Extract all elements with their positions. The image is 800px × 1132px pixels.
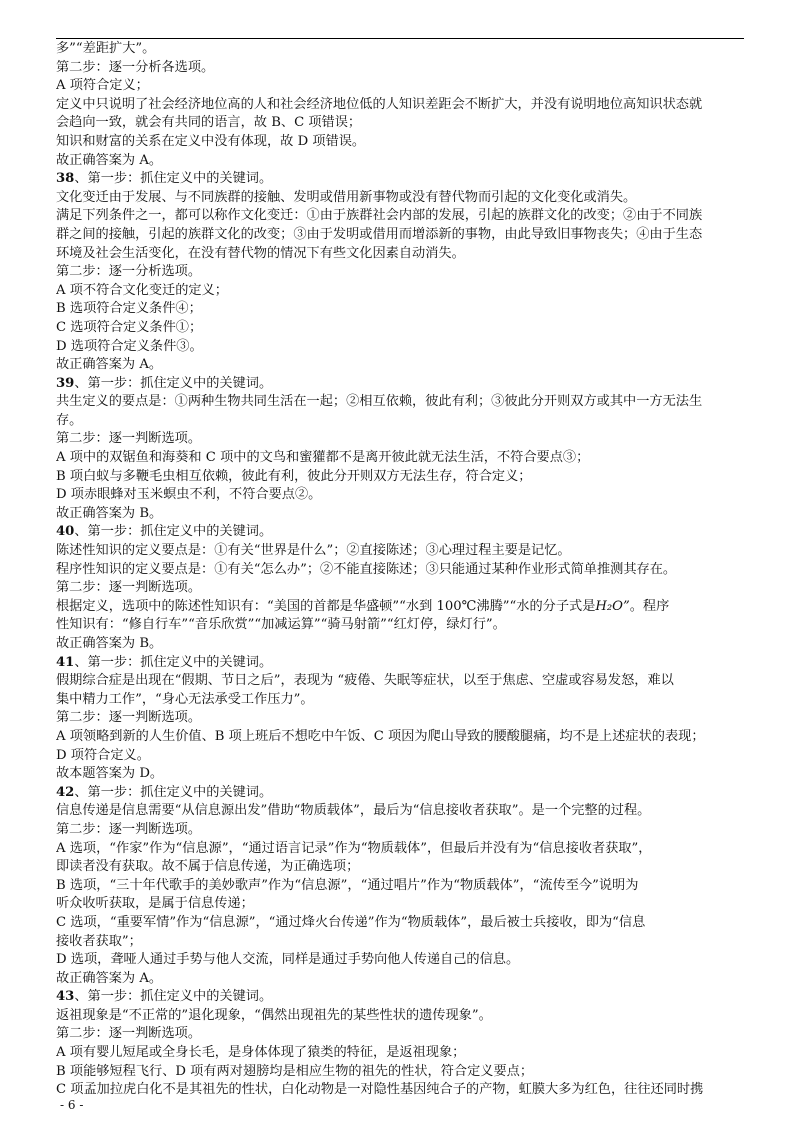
text-segment: 。程序	[629, 598, 670, 614]
text-line: 第二步：逐一判断选项。	[56, 431, 202, 447]
question-number: 43	[56, 989, 75, 1005]
text-line: A 选项，“作家”作为“信息源”，“通过语言记录”作为“物质载体”，但最后并没有为“信息接收者获取”，	[56, 840, 652, 856]
question-number: 40	[56, 524, 75, 540]
text-line: 第二步：逐一判断选项。	[56, 710, 202, 726]
text-line: 故正确答案为 B。	[56, 505, 163, 521]
text-line: 即读者没有获取。故不属于信息传递，为正确选项；	[56, 859, 360, 875]
question-heading-text: 、第一步：抓住定义中的关键词。	[74, 171, 273, 187]
text-line	[56, 598, 746, 617]
text-line: 知识和财富的关系在定义中没有体现，故 D 项错误。	[56, 133, 366, 149]
text-line: 接收者获取”；	[56, 933, 142, 949]
document-body	[56, 40, 746, 1100]
text-line: A 项不符合文化变迁的定义；	[56, 282, 228, 298]
text-line: 满足下列条件之一，都可以称作文化变迁：①由于族群社会内部的发展，引起的族群文化的改变；②由于不同族	[56, 208, 703, 224]
question-heading-text: 、第一步：抓住定义中的关键词。	[74, 375, 273, 391]
text-line: 陈述性知识的定义要点是：①有关“世界是什么”；②直接陈述；③心理过程主要是记忆。	[56, 543, 571, 559]
text-line: 第二步：逐一判断选项。	[56, 821, 202, 837]
question-heading	[56, 523, 746, 542]
text-line: 环境及社会生活变化，在没有替代物的情况下有些文化因素自动消失。	[56, 245, 465, 261]
text-line: 故正确答案为 A。	[56, 152, 163, 168]
text-line: A 项领略到新的人生价值、B 项上班后不想吃中午饭、C 项因为爬山导致的腰酸腿痛，均不是上述症状的表现；	[56, 728, 705, 744]
text-line: D 选项，聋哑人通过手势与他人交流，同样是通过手势向他人传递自己的信息。	[56, 952, 520, 968]
question-number: 42	[56, 784, 75, 800]
text-line: 故正确答案为 A。	[56, 357, 163, 373]
text-line: 程序性知识的定义要点是：①有关“怎么办”；②不能直接陈述；③只能通过某种作业形式简单推测其存在。	[56, 561, 677, 577]
text-line: 故正确答案为 A。	[56, 970, 163, 986]
text-line: B 选项，“三十年代歌手的美妙歌声”作为“信息源”，“通过唱片”作为“物质载体”，“流传至今”说明为	[56, 877, 639, 893]
text-line: D 项赤眼蜂对玉米螟虫不利，不符合要点②。	[56, 487, 322, 503]
text-line: 假期综合症是出现在“假期、节日之后”，表现为 “疲倦、失眠等症状，以至于焦虑、空虚或容易发怒，难以	[56, 673, 674, 689]
water-formula: H₂O”	[595, 598, 630, 614]
text-line: 定义中只说明了社会经济地位高的人和社会经济地位低的人知识差距会不断扩大，并没有说明地位高知识状态就	[56, 96, 703, 112]
text-line: C 选项符合定义条件①；	[56, 319, 203, 335]
text-line: B 选项符合定义条件④；	[56, 301, 202, 317]
text-line: D 选项符合定义条件③。	[56, 338, 203, 354]
page-number: - 6 -	[60, 1098, 84, 1112]
text-line: 故本题答案为 D。	[56, 766, 164, 782]
text-line: 第二步：逐一分析各选项。	[56, 59, 215, 75]
text-line: 群之间的接触，引起的族群文化的改变；③由于发明或借用而增添新的事物，由此导致旧事物丧失；④由于生态	[56, 226, 703, 242]
question-number: 38	[56, 171, 75, 187]
text-line: 返祖现象是“不正常的”退化现象，“偶然出现祖先的某些性状的遗传现象”。	[56, 1007, 492, 1023]
text-line: 信息传递是信息需要“从信息源出发”借助“物质载体”，最后为“信息接收者获取”。是一个完整的过程。	[56, 803, 651, 819]
text-line: A 项中的双锯鱼和海葵和 C 项中的文鸟和蜜獾都不是离开彼此就无法生活，不符合要点③；	[56, 450, 590, 466]
text-line: 共生定义的要点是：①两种生物共同生活在一起；②相互依赖，彼此有利；③彼此分开则双方或其中一方无法生	[56, 394, 703, 410]
question-heading-text: 、第一步：抓住定义中的关键词。	[74, 654, 273, 670]
text-line: 故正确答案为 B。	[56, 636, 163, 651]
text-line: 第二步：逐一判断选项。	[56, 1026, 202, 1042]
text-line: D 项符合定义。	[56, 747, 150, 763]
text-line: B 项能够短程飞行、D 项有两对翅膀均是相应生物的祖先的性状，符合定义要点；	[56, 1063, 534, 1079]
text-line: A 项有婴儿短尾或全身长毛，是身体体现了猿类的特征，是返祖现象；	[56, 1045, 466, 1061]
text-line: 集中精力工作”，“身心无法承受工作压力”。	[56, 691, 314, 707]
question-heading-text: 、第一步：抓住定义中的关键词。	[74, 524, 273, 540]
question-number: 39	[56, 375, 75, 391]
text-line: 会趋向一致，就会有共同的语言，故 B、C 项错误；	[56, 115, 362, 131]
text-line: 存。	[56, 412, 83, 428]
question-heading	[56, 784, 746, 803]
text-line: A 项符合定义；	[56, 78, 149, 94]
question-heading	[56, 654, 746, 673]
text-line: 第二步：逐一判断选项。	[56, 580, 202, 596]
text-line: C 选项，“重要军情”作为“信息源”，“通过烽火台传递”作为“物质载体”，最后被士兵接收，即为“信息	[56, 914, 646, 930]
question-heading	[56, 375, 746, 394]
question-heading	[56, 170, 746, 189]
text-line: C 项孟加拉虎白化不是其祖先的性状，白化动物是一对隐性基因纯合子的产物，虹膜大多为红色，往往还同时携	[56, 1082, 704, 1098]
text-line: 第二步：逐一分析选项。	[56, 264, 202, 280]
text-segment: 根据定义，选项中的陈述性知识有：“美国的首都是华盛顿”“水到 100℃沸腾”“水的分子式是	[56, 598, 596, 614]
text-line: 听众收听获取，是属于信息传递；	[56, 896, 254, 912]
text-line: B 项白蚁与多鞭毛虫相互依赖，彼此有利，彼此分开则双方无法生存，符合定义；	[56, 468, 532, 484]
text-line: 多”“差距扩大”。	[56, 41, 156, 56]
header-rule	[56, 38, 744, 39]
question-number: 41	[56, 654, 75, 670]
question-heading-text: 、第一步：抓住定义中的关键词。	[74, 784, 273, 800]
text-line: 文化变迁由于发展、与不同族群的接触、发明或借用新事物或没有替代物而引起的文化变化或消失。	[56, 189, 637, 205]
question-heading	[56, 988, 746, 1007]
question-heading-text: 、第一步：抓住定义中的关键词。	[74, 989, 273, 1005]
text-line: 性知识有：“修自行车”“音乐欣赏”“加减运算”“骑马射箭”“红灯停，绿灯行”。	[56, 617, 506, 633]
